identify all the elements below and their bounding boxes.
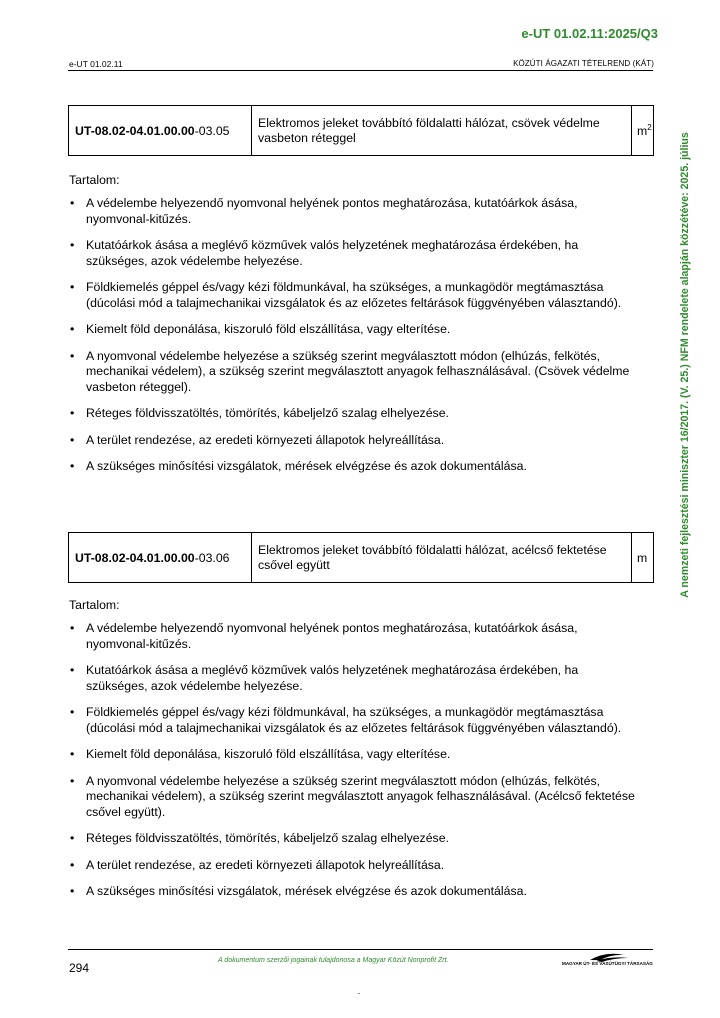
list-item (69, 858, 639, 874)
list-item (69, 747, 639, 763)
bullet-text: A védelembe helyezendő nyomvonal helyének pontos meghatározása, kutatóárkok ásása, nyomvonal-kitűzés. (86, 621, 578, 651)
list-item (69, 406, 639, 422)
logo-text: MAGYAR ÚT- ÉS VASÚTÜGYI TÁRSASÁG (562, 961, 653, 966)
footer-rule (68, 949, 653, 950)
bullet-icon: • (70, 459, 75, 473)
list-item (69, 433, 639, 449)
bullet-text: A nyomvonal védelembe helyezése a szükség szerint megválasztott módon (elhúzás, felkötés, mechanikai védelem), a szükség szerint megválasztott anyagok felhasználásával. (Acélcső fektetése csővel együtt). (86, 773, 635, 819)
bullet-icon: • (70, 705, 75, 719)
bullet-icon: • (70, 348, 75, 363)
list-item (69, 663, 639, 694)
bullet-icon: • (70, 884, 75, 898)
bullet-text: A nyomvonal védelembe helyezése a szükség szerint megválasztott módon (elhúzás, felkötés, mechanikai védelem), a szükség szerint megválasztott anyagok felhasználásával. (Csövek védelme vasbeton réteggel). (86, 348, 630, 394)
bullet-icon: • (70, 196, 75, 210)
page-number: 294 (69, 961, 90, 975)
unit-sup: 2 (647, 122, 652, 132)
item-code (69, 533, 252, 583)
list-item (69, 349, 639, 396)
doc-code: e-UT 01.02.11:2025/Q3 (521, 26, 658, 41)
bullet-icon: • (70, 322, 75, 336)
copyright-note: A dokumentum szerzői jogainak tulajdonosa a Magyar Közút Nonprofit Zrt. (218, 957, 449, 964)
bullet-list-2 (69, 621, 639, 911)
bullet-icon: • (70, 663, 75, 677)
bullet-text: Földkiemelés géppel és/vagy kézi földmunkával, ha szükséges, a munkagödör megtámasztása (dúcolási mód a talajmechanikai vizsgálatok és az előzetes feltárások függvényében választandó). (86, 705, 622, 735)
bullet-icon: • (70, 747, 75, 761)
list-item (69, 831, 639, 847)
list-item (69, 238, 639, 269)
bullet-icon: • (70, 406, 75, 420)
list-item (69, 280, 639, 311)
item-table-2 (68, 532, 654, 583)
bullet-icon: • (70, 280, 75, 294)
item-table-1 (68, 105, 654, 156)
content-label: Tartalom: (69, 598, 120, 612)
item-code-bold: UT-08.02-04.01.00.00 (75, 123, 195, 138)
bullet-text: A védelembe helyezendő nyomvonal helyének pontos meghatározása, kutatóárkok ásása, nyomvonal-kitűzés. (86, 196, 578, 226)
list-item (69, 884, 639, 900)
bullet-text: Kutatóárkok ásása a meglévő közművek valós helyzetének meghatározása érdekében, ha szükséges, azok védelembe helyezése. (86, 663, 579, 693)
bullet-text: A szükséges minősítési vizsgálatok, mérések elvégzése és azok dokumentálása. (86, 884, 527, 898)
bullet-text: Kiemelt föld deponálása, kiszoruló föld elszállítása, vagy elterítése. (86, 322, 451, 336)
mark-dot (358, 993, 360, 994)
bullet-text: Kiemelt föld deponálása, kiszoruló föld elszállítása, vagy elterítése. (86, 747, 451, 761)
bullet-icon: • (70, 831, 75, 845)
list-item (69, 705, 639, 736)
item-code-suffix: -03.06 (194, 550, 230, 565)
item-description: Elektromos jeleket továbbító földalatti hálózat, acélcső fektetése csővel együtt (252, 533, 632, 583)
list-item (69, 322, 639, 338)
bullet-text: A szükséges minősítési vizsgálatok, mérések elvégzése és azok dokumentálása. (86, 459, 527, 473)
header-rule (68, 70, 653, 71)
side-note: A nemzeti fejlesztési miniszter 16/2017. (V. 25.) NFM rendelete alapján közzétéve: 2025. július (679, 132, 691, 598)
bullet-icon: • (70, 773, 75, 788)
unit-text: m (637, 551, 648, 566)
bullet-text: Földkiemelés géppel és/vagy kézi földmunkával, ha szükséges, a munkagödör megtámasztása (dúcolási mód a talajmechanikai vizsgálatok és az előzetes feltárások függvényében választandó). (86, 280, 622, 310)
item-code-bold: UT-08.02-04.01.00.00 (75, 550, 195, 565)
bullet-text: Réteges földvisszatöltés, tömörítés, kábeljelző szalag elhelyezése. (86, 406, 449, 420)
header-left: e-UT 01.02.11 (69, 59, 123, 69)
bullet-icon: • (70, 432, 75, 447)
item-description: Elektromos jeleket továbbító földalatti hálózat, csövek védelme vasbeton réteggel (252, 106, 632, 156)
list-item (69, 774, 639, 821)
bullet-text: Réteges földvisszatöltés, tömörítés, kábeljelző szalag elhelyezése. (86, 831, 449, 845)
list-item (69, 459, 639, 475)
list-item (69, 196, 639, 227)
content-label: Tartalom: (69, 173, 120, 187)
bullet-icon: • (70, 238, 75, 252)
bullet-text: Kutatóárkok ásása a meglévő közművek valós helyzetének meghatározása érdekében, ha szükséges, azok védelembe helyezése. (86, 238, 579, 268)
bullet-list-1 (69, 196, 639, 486)
bullet-text: A terület rendezése, az eredeti környezeti állapotok helyreállítása. (86, 432, 445, 447)
item-unit (632, 106, 654, 156)
bullet-icon: • (70, 621, 75, 635)
bullet-icon: • (70, 857, 75, 872)
item-unit (632, 533, 654, 583)
item-code-suffix: -03.05 (194, 123, 230, 138)
header-right: KÖZÚTI ÁGAZATI TÉTELREND (KÁT) (513, 59, 654, 68)
bullet-text: A terület rendezése, az eredeti környezeti állapotok helyreállítása. (86, 857, 445, 872)
list-item (69, 621, 639, 652)
unit-text: m (637, 124, 648, 139)
item-code (69, 106, 252, 156)
